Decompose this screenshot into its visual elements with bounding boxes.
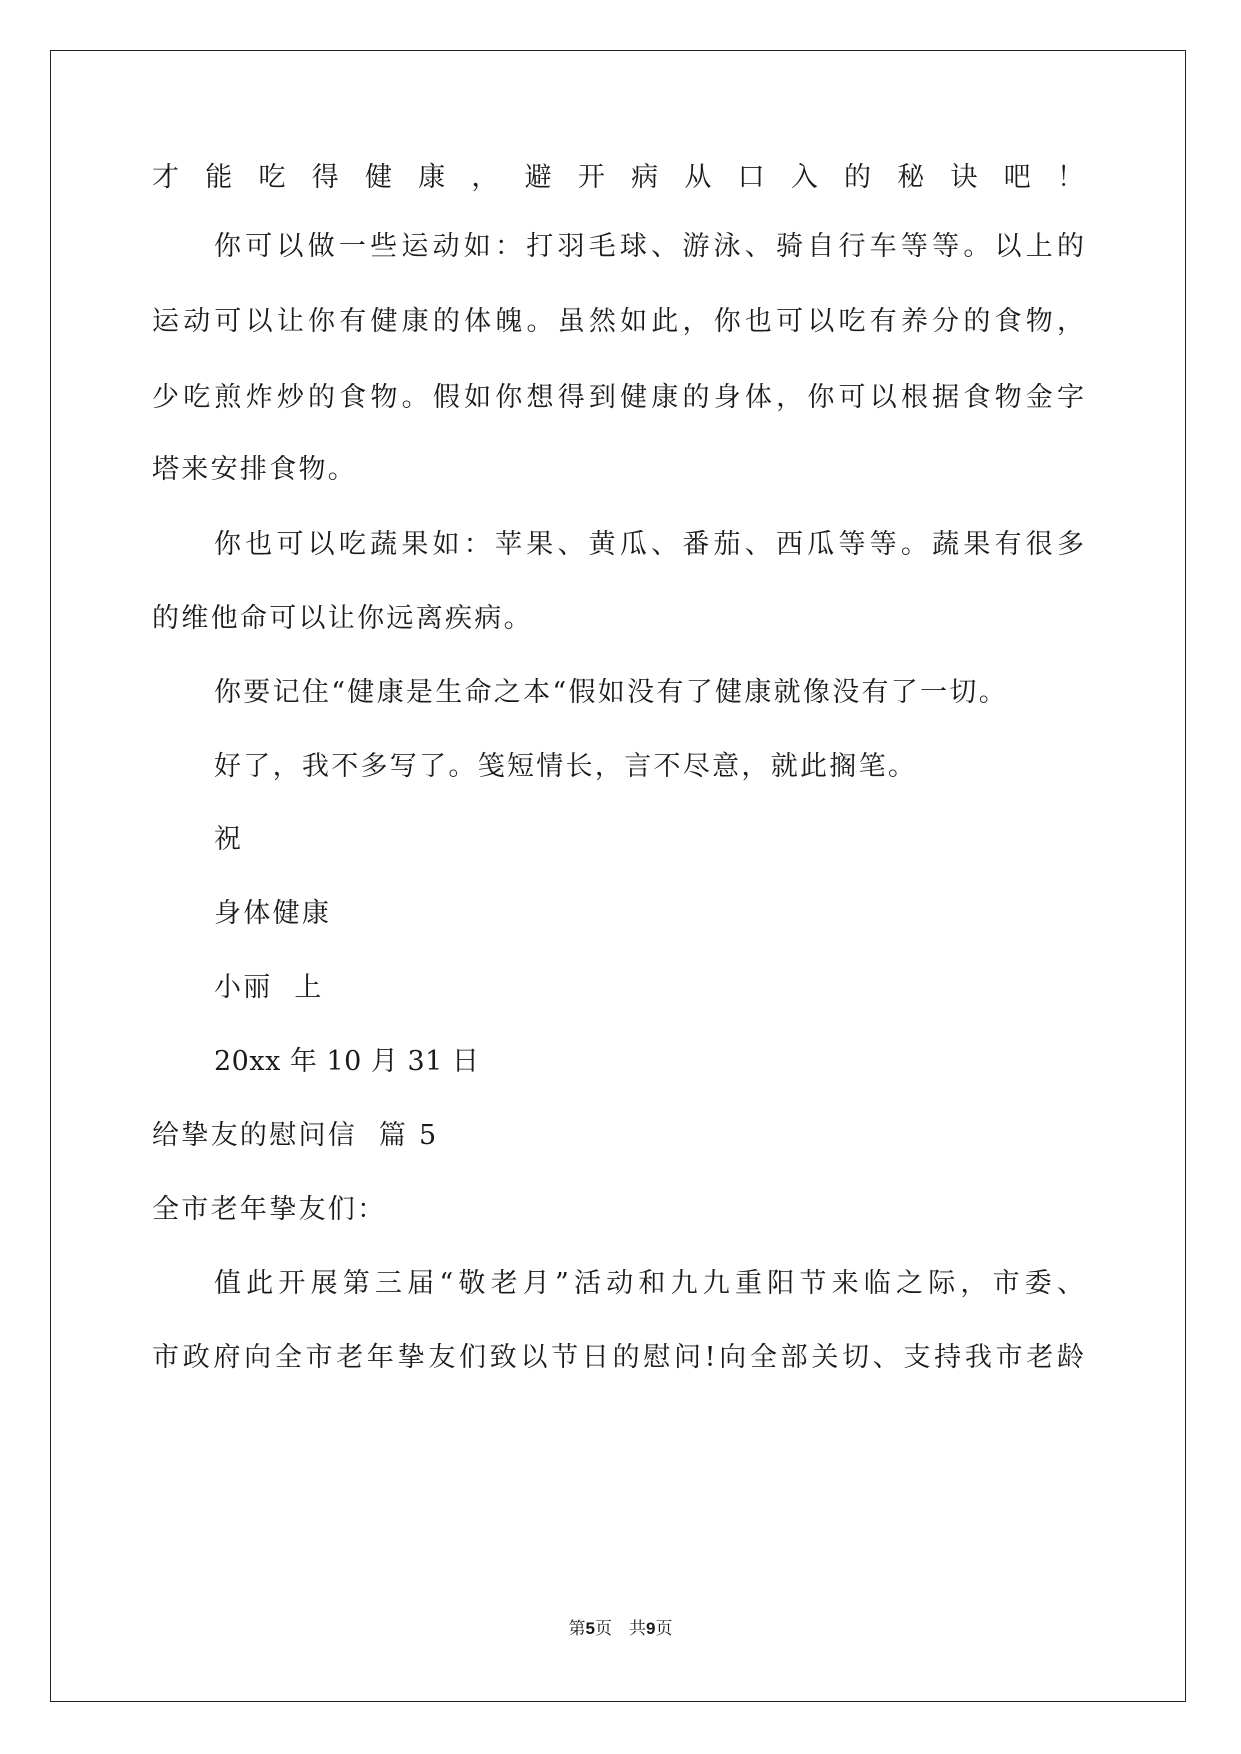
body-line: 你要记住“健康是生命之本“假如没有了健康就像没有了一切。	[214, 677, 1009, 708]
footer-prefix: 第	[568, 1619, 586, 1639]
body-line: 你也可以吃蔬果如：苹果、黄瓜、番茄、西瓜等等。蔬果有很多	[214, 529, 1084, 560]
footer-suffix: 页	[655, 1619, 673, 1639]
footer-total-pages: 9	[646, 1619, 656, 1638]
body-line: 运动可以让你有健康的体魄。虽然如此，你也可以吃有养分的食物，	[152, 306, 1084, 337]
body-line: 塔来安排食物。	[152, 454, 358, 485]
body-line: 你可以做一些运动如：打羽毛球、游泳、骑自行车等等。以上的	[214, 231, 1084, 262]
body-line: 值此开展第三届“敬老月”活动和九九重阳节来临之际，市委、	[214, 1268, 1084, 1299]
signature: 小丽 上	[214, 972, 324, 1003]
footer-middle: 页 共	[595, 1619, 646, 1639]
section-heading: 给挚友的慰问信 篇 5	[152, 1120, 439, 1151]
closing-wish: 身体健康	[214, 898, 332, 929]
body-line: 的维他命可以让你远离疾病。	[152, 603, 533, 634]
body-line: 市政府向全市老年挚友们致以节日的慰问!向全部关切、支持我市老龄	[152, 1342, 1084, 1373]
footer-current-page: 5	[585, 1619, 595, 1638]
closing-salutation: 祝	[214, 824, 244, 855]
body-line: 才能吃得健康，避开病从口入的秘诀吧！	[152, 162, 1084, 193]
letter-greeting: 全市老年挚友们：	[152, 1194, 387, 1225]
page-border	[50, 50, 1186, 1702]
body-line: 好了，我不多写了。笺短情长，言不尽意，就此搁笔。	[214, 751, 918, 782]
page-footer	[0, 1618, 1241, 1640]
date: 20xx 年 10 月 31 日	[214, 1046, 480, 1077]
body-line: 少吃煎炸炒的食物。假如你想得到健康的身体，你可以根据食物金字	[152, 382, 1084, 413]
